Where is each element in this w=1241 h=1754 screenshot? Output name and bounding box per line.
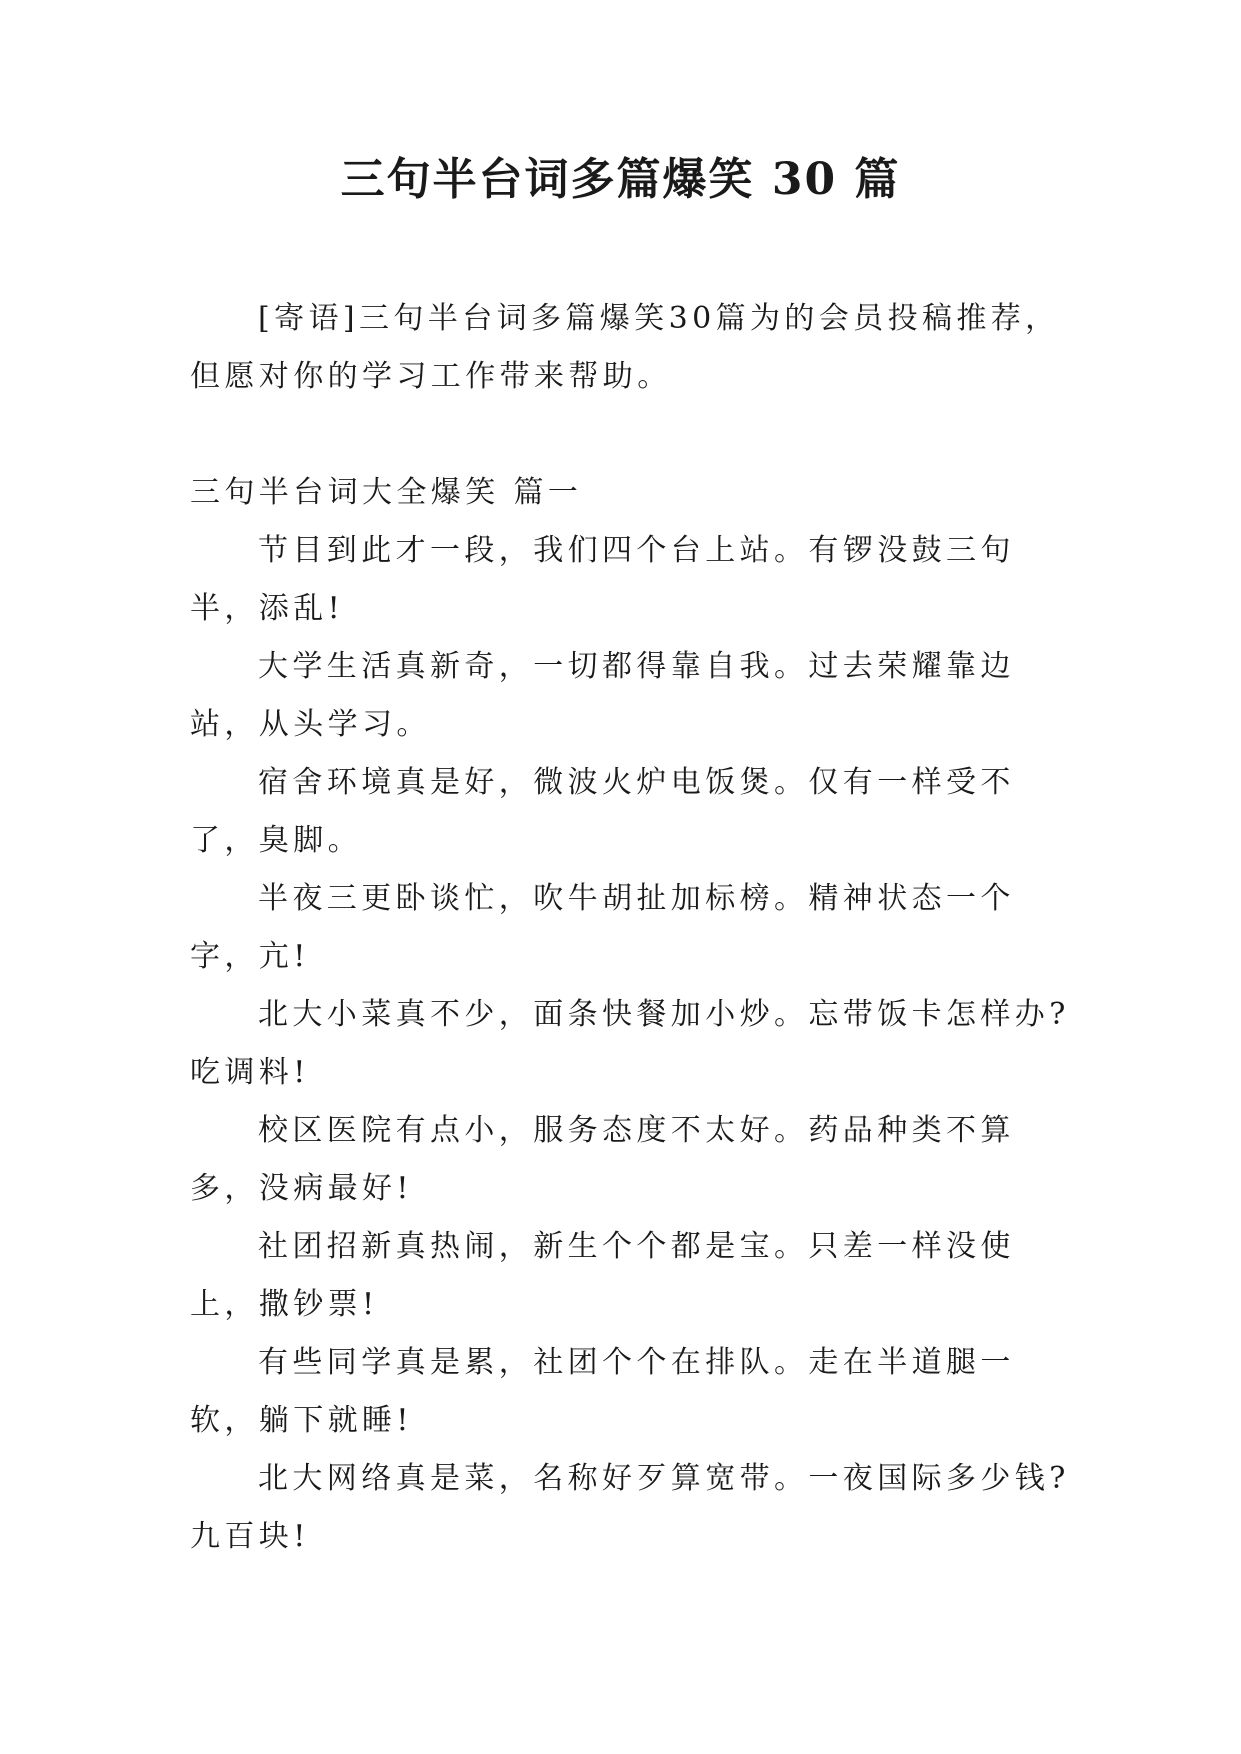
verse-paragraph: 校区医院有点小，服务态度不太好。药品种类不算多，没病最好! [190, 1113, 1015, 1206]
verse-paragraph: 宿舍环境真是好，微波火炉电饭煲。仅有一样受不了，臭脚。 [190, 765, 1015, 858]
verse-paragraph: 大学生活真新奇，一切都得靠自我。过去荣耀靠边站，从头学习。 [190, 649, 1015, 742]
document-title: 三句半台词多篇爆笑 30 篇 [340, 154, 901, 205]
verse-paragraph: 有些同学真是累，社团个个在排队。走在半道腿一软，躺下就睡! [190, 1345, 1015, 1438]
verse-paragraph: 节目到此才一段，我们四个台上站。有锣没鼓三句半，添乱! [190, 533, 1015, 626]
verse-paragraph: 北大网络真是菜，名称好歹算宽带。一夜国际多少钱?九百块! [190, 1461, 1070, 1554]
verse-paragraph: 社团招新真热闹，新生个个都是宝。只差一样没使上，撒钞票! [190, 1229, 1015, 1322]
verse-paragraph: 半夜三更卧谈忙，吹牛胡扯加标榜。精神状态一个字，亢! [190, 881, 1015, 974]
section-heading: 三句半台词大全爆笑 篇一 [190, 475, 583, 510]
document-body [190, 290, 1070, 1566]
intro-paragraph: [寄语]三句半台词多篇爆笑30篇为的会员投稿推荐，但愿对你的学习工作带来帮助。 [190, 301, 1060, 394]
verse-paragraph: 北大小菜真不少，面条快餐加小炒。忘带饭卡怎样办?吃调料! [190, 997, 1070, 1090]
